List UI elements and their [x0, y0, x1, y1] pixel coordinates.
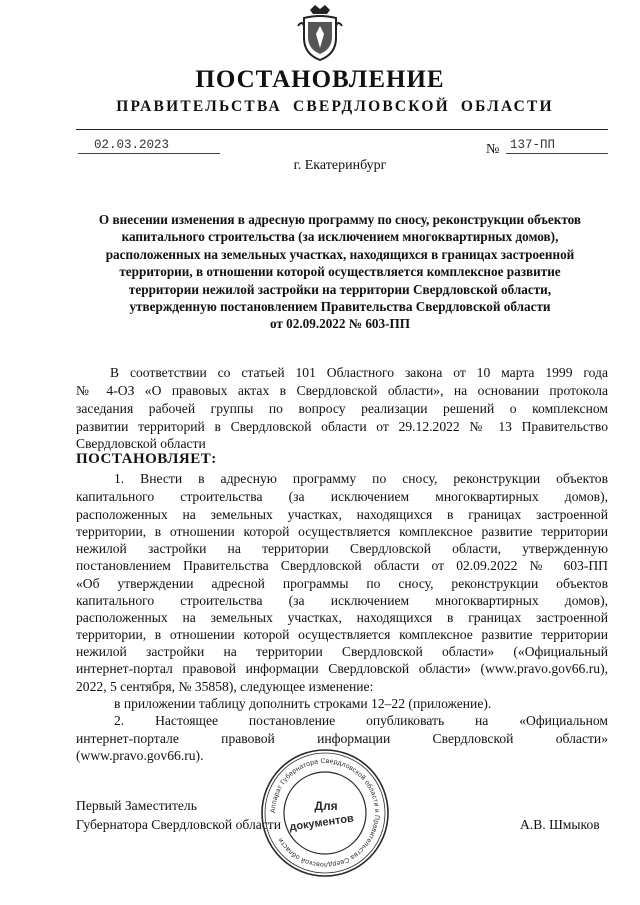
item1-line: постановлением Правительства Свердловской области от 02.09.2022 № 603-ПП — [76, 558, 608, 573]
item1-line: 2022, 5 сентября, № 35858), следующее изменение: — [76, 679, 374, 694]
item1-line: капитального строительства (за исключением многоквартирных домов), — [76, 593, 608, 608]
signatory-position: Первый Заместитель — [76, 798, 197, 813]
item1-line: в приложении таблицу дополнить строками 12–22 (приложение). — [114, 696, 492, 711]
item1-line: территории, в отношении которой осуществляется комплексное развитие территории — [76, 627, 608, 642]
subject-line: О внесении изменения в адресную программу по сносу, реконструкции объектов — [98, 212, 582, 227]
number-sign: № — [486, 142, 500, 157]
item1-line: территории, в отношении которой осуществляется комплексное развитие территории — [76, 524, 608, 539]
subject-line: территории, в отношении которой осуществляется комплексное развитие — [119, 264, 561, 280]
item1-line: интернет-портал правовой информации Свердловской области» (www.pravo.gov66.ru), — [76, 661, 608, 676]
subject-line: от 02.09.2022 № 603-ПП — [269, 316, 411, 332]
stamp-ring-text: Аппарат Губернатора Свердловской области и Правительства Свердловской области — [269, 757, 381, 869]
seal-stamp-icon — [258, 746, 392, 880]
document-number: 137-ПП — [510, 138, 556, 152]
signatory-position-line2: Губернатора Свердловской области — [76, 817, 282, 832]
preamble-line: развитии территорий в Свердловской области от 29.12.2022 № 13 Правительство — [76, 419, 608, 434]
subject-line: территории нежилой застройки на территории Свердловской области, — [128, 281, 552, 297]
resolves-heading: ПОСТАНОВЛЯЕТ: — [76, 451, 217, 467]
number-underline — [506, 153, 608, 154]
item1-line: расположенных на земельных участках, находящихся в границах застроенной — [76, 610, 608, 625]
subject-line: расположенных на земельных участках, находящихся в границах застроенной — [105, 246, 575, 262]
document-title: ПОСТАНОВЛЕНИЕ — [195, 66, 445, 93]
item1-line: расположенных на земельных участках, находящихся в границах застроенной — [76, 507, 608, 522]
date-underline — [78, 153, 220, 154]
item1-line: нежилой застройки на территории Свердловской области, утвержденную — [76, 541, 608, 556]
document-subject — [60, 211, 620, 333]
preamble-line: Свердловской области — [76, 436, 206, 451]
subject-line: капитального строительства (за исключением многоквартирных домов), — [121, 229, 559, 245]
preamble-line: В соответствии со статьей 101 Областного закона от 10 марта 1999 года — [110, 365, 608, 380]
item1-line: нежилой застройки на территории Свердловской области» («Официальный — [76, 644, 608, 659]
item2-line: 2. Настоящее постановление опубликовать на «Официальном — [114, 713, 608, 728]
preamble-line: заседания рабочей группы по вопросу реализации решений о комплексном — [76, 401, 608, 416]
coat-of-arms-icon — [296, 4, 344, 62]
item1-line: капитального строительства (за исключением многоквартирных домов), — [76, 489, 608, 504]
preamble-line: № 4-ОЗ «О правовых актах в Свердловской области», на основании протокола — [76, 383, 608, 398]
item1-line: 1. Внести в адресную программу по сносу, реконструкции объектов — [114, 471, 608, 486]
header-rule — [76, 129, 608, 130]
item2-line: (www.pravo.gov66.ru). — [76, 748, 204, 763]
subject-line: утвержденную постановлением Правительства Свердловской области — [129, 299, 551, 315]
stamp-center-text-2: документов — [288, 812, 355, 834]
document-city: г. Екатеринбург — [293, 158, 387, 173]
signatory-name: А.В. Шмыков — [520, 817, 600, 832]
document-subtitle: ПРАВИТЕЛЬСТВА СВЕРДЛОВСКОЙ ОБЛАСТИ — [116, 98, 554, 115]
item2-line: интернет-портале правовой информации Свердловской области» — [76, 731, 608, 746]
item1-line: «Об утверждении адресной программы по сносу, реконструкции объектов — [76, 576, 608, 591]
stamp-center-text: Для — [314, 799, 338, 813]
document-date: 02.03.2023 — [94, 138, 170, 152]
